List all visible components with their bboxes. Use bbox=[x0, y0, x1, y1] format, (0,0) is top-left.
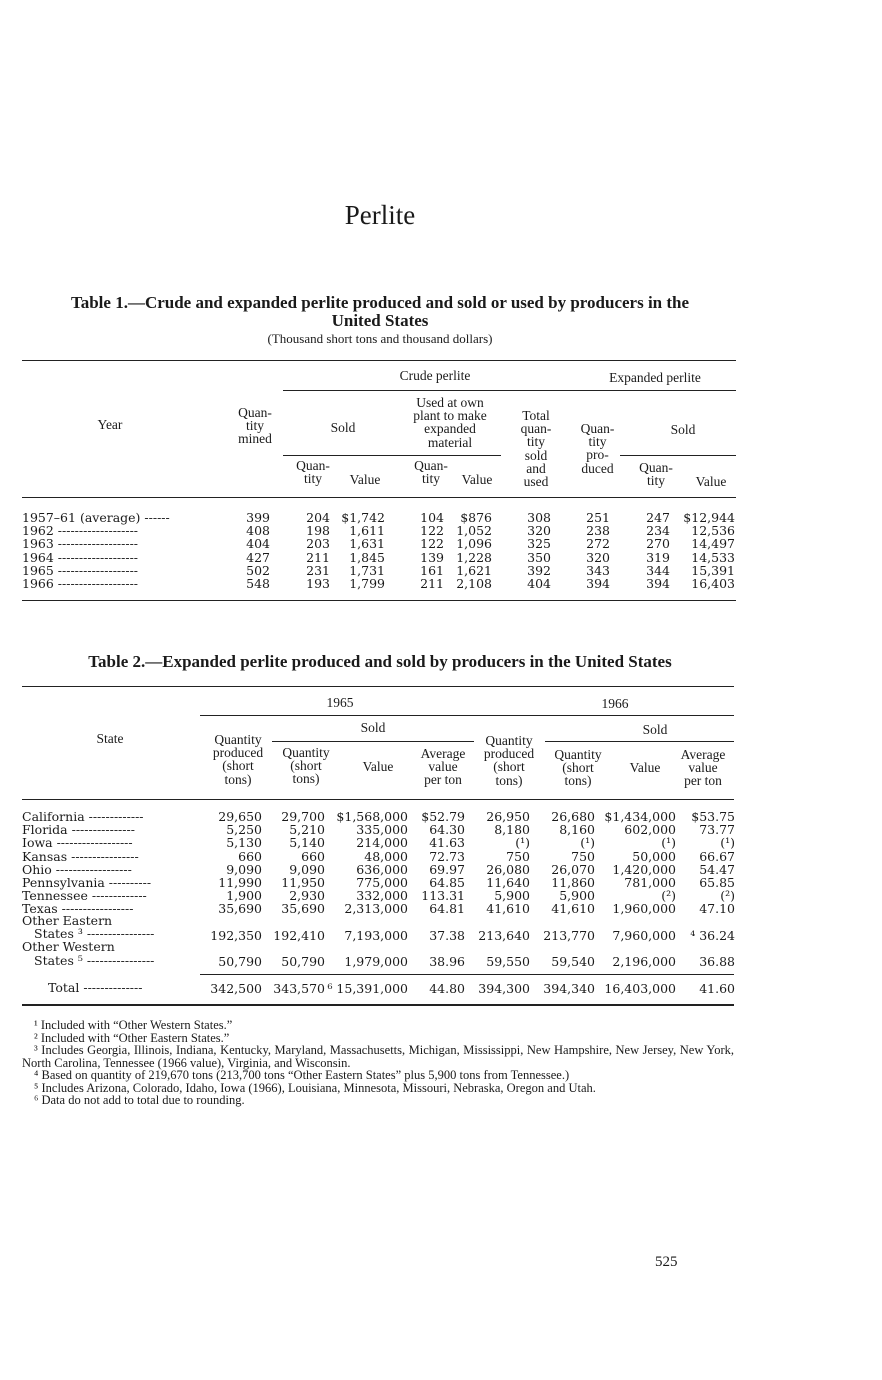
cell-v66-3: 50,000 bbox=[632, 848, 676, 864]
t2-total-a65: 44.80 bbox=[429, 981, 465, 996]
t2-ow-p65: 50,790 bbox=[218, 954, 262, 969]
t1-col-crude-used-qty bbox=[400, 511, 444, 590]
cell-p65-2: 5,130 bbox=[226, 835, 262, 851]
cell-cs_v-0: $1,742 bbox=[341, 510, 385, 525]
t2-ow-p66: 59,550 bbox=[486, 954, 530, 969]
cell-v66-1: 602,000 bbox=[624, 822, 676, 838]
cell-es_v-1: 12,536 bbox=[691, 523, 735, 539]
cell-p66-4: 26,080 bbox=[486, 861, 530, 877]
cell-cs_q-4: 231 bbox=[306, 562, 330, 578]
cell-cu_v-1: 1,052 bbox=[456, 523, 492, 539]
cell-mined-4: 502 bbox=[246, 562, 270, 578]
cell-a66-4: 54.47 bbox=[699, 861, 735, 877]
cell-q65-1: 5,210 bbox=[289, 822, 325, 838]
cell-p65-4: 9,090 bbox=[226, 861, 262, 877]
cell-q65-7: 35,690 bbox=[281, 901, 325, 917]
t1-header-crude-sold-qty: Quan- tity bbox=[296, 458, 330, 487]
footnote-4: ⁴ Based on quantity of 219,670 tons (213,700 tons “Other Eastern States” plus 5,900 tons from Tennessee.) bbox=[34, 1068, 570, 1082]
table2-total-rule bbox=[200, 974, 734, 975]
cell-year-2: 1963 ------------------- bbox=[22, 536, 139, 552]
table1-sub-rule-crude bbox=[283, 455, 501, 456]
cell-total-4: 392 bbox=[527, 562, 551, 578]
cell-total-5: 404 bbox=[527, 576, 551, 592]
cell-cs_v-4: 1,731 bbox=[349, 562, 385, 578]
t1-header-sold: Sold bbox=[330, 420, 356, 435]
cell-year-4: 1965 ------------------- bbox=[22, 562, 139, 578]
cell-cs_q-0: 204 bbox=[306, 510, 330, 525]
table1-sub-rule-expanded bbox=[620, 455, 736, 456]
table1-title-line1: Table 1.—Crude and expanded perlite produced and sold or used by producers in the bbox=[70, 293, 690, 312]
cell-q65-4: 9,090 bbox=[289, 861, 325, 877]
cell-mined-2: 404 bbox=[246, 536, 270, 552]
cell-a66-6: (²) bbox=[720, 888, 735, 904]
t1-header-year: Year bbox=[97, 417, 123, 432]
cell-q65-2: 5,140 bbox=[289, 835, 325, 851]
table2-header-rule bbox=[22, 799, 734, 800]
footnote-5: ⁵ Includes Arizona, Colorado, Idaho, Iowa (1966), Louisiana, Minnesota, Missouri, Nebraska, Oregon and Utah. bbox=[34, 1080, 596, 1095]
cell-v66-2: (¹) bbox=[661, 835, 676, 851]
cell-p66-3: 750 bbox=[506, 848, 530, 864]
t1-col-crude-used-value bbox=[440, 511, 492, 590]
cell-es_q-3: 319 bbox=[646, 549, 670, 565]
t2-col-qty-1965 bbox=[270, 810, 325, 916]
cell-states-5: Pennsylvania ---------- bbox=[22, 875, 152, 891]
t2-other-eastern-label1: Other Eastern bbox=[22, 913, 113, 928]
cell-es_v-0: $12,944 bbox=[683, 510, 735, 525]
cell-mined-0: 399 bbox=[246, 510, 270, 525]
t2-total-q66: 394,340 bbox=[543, 981, 595, 996]
t1-col-year bbox=[22, 511, 170, 590]
cell-mined-1: 408 bbox=[246, 523, 270, 539]
cell-p65-5: 11,990 bbox=[218, 875, 262, 891]
cell-a65-0: $52.79 bbox=[421, 809, 465, 824]
cell-states-0: California ------------- bbox=[22, 809, 144, 824]
t2-ow-q65: 50,790 bbox=[281, 954, 325, 969]
t2-header-qty-produced-1966: Quantity produced (short tons) bbox=[483, 733, 535, 788]
t2-oe-v65: 7,193,000 bbox=[344, 928, 408, 943]
cell-cs_q-2: 203 bbox=[306, 536, 330, 552]
cell-states-7: Texas ----------------- bbox=[22, 901, 134, 917]
cell-year-0: 1957–61 (average) ------ bbox=[22, 510, 170, 525]
table1-title-line2: United States bbox=[331, 311, 429, 330]
table1-top-rule bbox=[22, 360, 736, 361]
t1-header-sold-expanded: Sold bbox=[670, 422, 696, 437]
t2-header-qty-1966: Quantity (short tons) bbox=[554, 747, 602, 789]
cell-q66-5: 11,860 bbox=[551, 875, 595, 891]
t1-header-exp-sold-qty: Quan- tity bbox=[639, 460, 673, 489]
cell-v65-7: 2,313,000 bbox=[344, 901, 408, 917]
cell-v66-6: (²) bbox=[661, 888, 676, 904]
cell-q66-3: 750 bbox=[571, 848, 595, 864]
cell-v65-3: 48,000 bbox=[364, 848, 408, 864]
cell-cu_q-2: 122 bbox=[420, 536, 444, 552]
cell-cs_v-1: 1,611 bbox=[349, 523, 385, 539]
table2-year-rule bbox=[200, 715, 734, 716]
t1-col-crude-sold-qty bbox=[290, 511, 330, 590]
cell-es_v-2: 14,497 bbox=[691, 536, 735, 552]
table2-top-rule bbox=[22, 686, 734, 687]
cell-cu_v-2: 1,096 bbox=[456, 536, 492, 552]
cell-p65-0: 29,650 bbox=[218, 809, 262, 824]
t1-header-crude-used-qty: Quan- tity bbox=[414, 458, 448, 487]
t2-other-western-label1: Other Western bbox=[22, 939, 115, 954]
cell-states-6: Tennessee ------------- bbox=[22, 888, 147, 904]
cell-p66-1: 8,180 bbox=[494, 822, 530, 838]
cell-es_v-5: 16,403 bbox=[691, 576, 735, 592]
cell-v66-5: 781,000 bbox=[624, 875, 676, 891]
cell-q65-5: 11,950 bbox=[281, 875, 325, 891]
cell-a65-4: 69.97 bbox=[429, 861, 465, 877]
cell-total-3: 350 bbox=[527, 549, 551, 565]
t2-ow-a66: 36.88 bbox=[699, 954, 735, 969]
footnotes bbox=[22, 1019, 734, 1107]
t2-header-1966: 1966 bbox=[601, 696, 629, 711]
cell-v66-0: $1,434,000 bbox=[604, 809, 676, 824]
cell-a65-5: 64.85 bbox=[429, 875, 465, 891]
cell-year-3: 1964 ------------------- bbox=[22, 549, 139, 565]
cell-ep-5: 394 bbox=[586, 576, 610, 592]
cell-year-5: 1966 ------------------- bbox=[22, 576, 139, 592]
cell-cs_q-1: 198 bbox=[306, 523, 330, 539]
cell-a66-5: 65.85 bbox=[699, 875, 735, 891]
cell-a66-1: 73.77 bbox=[699, 822, 735, 838]
t2-col-value-1965 bbox=[330, 810, 408, 916]
cell-v65-4: 636,000 bbox=[356, 861, 408, 877]
cell-es_q-1: 234 bbox=[646, 523, 670, 539]
cell-q66-4: 26,070 bbox=[551, 861, 595, 877]
cell-cu_q-4: 161 bbox=[420, 562, 444, 578]
footnote-1: ¹ Included with “Other Western States.” bbox=[34, 1018, 233, 1032]
table2-sold-rule-1965 bbox=[272, 741, 474, 742]
t2-header-avg-1965: Average value per ton bbox=[420, 746, 466, 788]
t2-oe-v66: 7,960,000 bbox=[612, 928, 676, 943]
t1-header-qty-produced: Quan- tity pro- duced bbox=[580, 421, 615, 476]
t2-header-1965: 1965 bbox=[326, 695, 354, 710]
table1-group-rule bbox=[283, 390, 736, 391]
t2-col-produced-1965 bbox=[205, 810, 262, 916]
table2-bottom-rule bbox=[22, 1004, 734, 1006]
t2-total-a66: 41.60 bbox=[699, 981, 735, 996]
cell-q66-2: (¹) bbox=[580, 835, 595, 851]
cell-p66-6: 5,900 bbox=[494, 888, 530, 904]
t2-oe-p66: 213,640 bbox=[478, 928, 530, 943]
cell-cs_v-5: 1,799 bbox=[349, 576, 385, 592]
cell-v66-7: 1,960,000 bbox=[612, 901, 676, 917]
cell-v66-4: 1,420,000 bbox=[612, 861, 676, 877]
cell-v65-5: 775,000 bbox=[356, 875, 408, 891]
cell-total-1: 320 bbox=[527, 523, 551, 539]
cell-q65-0: 29,700 bbox=[281, 809, 325, 824]
cell-cu_q-5: 211 bbox=[420, 576, 444, 592]
cell-v65-1: 335,000 bbox=[356, 822, 408, 838]
cell-mined-5: 548 bbox=[246, 576, 270, 592]
t2-col-state bbox=[22, 810, 151, 916]
cell-states-1: Florida --------------- bbox=[22, 822, 135, 838]
cell-cu_v-4: 1,621 bbox=[456, 562, 492, 578]
t2-total-label: Total -------------- bbox=[48, 980, 143, 995]
t1-col-total bbox=[505, 511, 551, 590]
t2-header-sold-1965: Sold bbox=[360, 720, 386, 735]
cell-year-1: 1962 ------------------- bbox=[22, 523, 139, 539]
t1-col-exp-sold-qty bbox=[625, 511, 670, 590]
cell-p65-6: 1,900 bbox=[226, 888, 262, 904]
t2-total-p66: 394,300 bbox=[478, 981, 530, 996]
cell-q66-0: 26,680 bbox=[551, 809, 595, 824]
t2-col-avg-1965 bbox=[410, 810, 465, 916]
t2-ow-v65: 1,979,000 bbox=[344, 954, 408, 969]
cell-cu_q-1: 122 bbox=[420, 523, 444, 539]
cell-es_v-4: 15,391 bbox=[691, 562, 735, 578]
cell-mined-3: 427 bbox=[246, 549, 270, 565]
cell-a65-2: 41.63 bbox=[429, 835, 465, 851]
t1-header-expanded: Expanded perlite bbox=[609, 370, 701, 385]
cell-states-3: Kansas ---------------- bbox=[22, 848, 139, 864]
cell-q65-6: 2,930 bbox=[289, 888, 325, 904]
t1-header-crude-sold-value: Value bbox=[349, 472, 381, 487]
cell-es_q-0: 247 bbox=[646, 510, 670, 525]
t2-header-sold-1966: Sold bbox=[642, 722, 668, 737]
t2-other-eastern-label2: States ³ ---------------- bbox=[34, 926, 155, 941]
cell-states-2: Iowa ------------------ bbox=[22, 835, 133, 851]
t2-oe-a66: ⁴ 36.24 bbox=[690, 928, 735, 943]
cell-cs_v-2: 1,631 bbox=[349, 536, 385, 552]
cell-cs_q-5: 193 bbox=[306, 576, 330, 592]
t1-col-exp-produced bbox=[565, 511, 610, 590]
t2-other-western-label2: States ⁵ ---------------- bbox=[34, 953, 155, 968]
cell-ep-0: 251 bbox=[586, 510, 610, 525]
cell-v65-6: 332,000 bbox=[356, 888, 408, 904]
t2-total-p65: 342,500 bbox=[210, 981, 262, 996]
cell-es_q-5: 394 bbox=[646, 576, 670, 592]
cell-p66-2: (¹) bbox=[515, 835, 530, 851]
t1-header-qty-mined: Quan- tity mined bbox=[238, 405, 272, 447]
t1-col-exp-sold-value bbox=[670, 511, 735, 590]
cell-ep-2: 272 bbox=[586, 536, 610, 552]
cell-cu_v-0: $876 bbox=[460, 510, 492, 525]
table2-title: Table 2.—Expanded perlite produced and sold by producers in the United States bbox=[88, 652, 672, 671]
t2-oe-q65: 192,410 bbox=[273, 928, 325, 943]
cell-q66-6: 5,900 bbox=[559, 888, 595, 904]
t2-total-v66: 16,403,000 bbox=[604, 981, 676, 996]
page-number: 525 bbox=[655, 1254, 678, 1270]
cell-p65-7: 35,690 bbox=[218, 901, 262, 917]
cell-q66-7: 41,610 bbox=[551, 901, 595, 917]
table1-subtitle: (Thousand short tons and thousand dollars) bbox=[267, 331, 493, 346]
cell-states-4: Ohio ------------------ bbox=[22, 861, 132, 877]
t2-col-value-1966 bbox=[598, 810, 676, 916]
t2-header-qty-produced-1965: Quantity produced (short tons) bbox=[212, 732, 264, 787]
table1-bottom-rule bbox=[22, 600, 736, 601]
t1-header-crude: Crude perlite bbox=[399, 368, 471, 383]
cell-v65-2: 214,000 bbox=[356, 835, 408, 851]
cell-a66-7: 47.10 bbox=[699, 901, 735, 917]
footnote-6: ⁶ Data do not add to total due to rounding. bbox=[34, 1093, 245, 1107]
t2-total-q65: 343,570 bbox=[273, 981, 325, 996]
t1-header-used: Used at own plant to make expanded material bbox=[413, 395, 487, 450]
cell-es_v-3: 14,533 bbox=[691, 549, 735, 565]
cell-cu_q-0: 104 bbox=[420, 510, 444, 525]
cell-cs_q-3: 211 bbox=[306, 549, 330, 565]
t1-header-crude-used-value: Value bbox=[461, 472, 493, 487]
cell-ep-1: 238 bbox=[586, 523, 610, 539]
cell-es_q-4: 344 bbox=[646, 562, 670, 578]
t2-oe-q66: 213,770 bbox=[543, 928, 595, 943]
t2-total-v65: ⁶ 15,391,000 bbox=[327, 981, 408, 996]
cell-a66-2: (¹) bbox=[720, 835, 735, 851]
cell-a66-0: $53.75 bbox=[691, 809, 735, 824]
cell-p66-0: 26,950 bbox=[486, 809, 530, 824]
table2-sold-rule-1966 bbox=[545, 741, 734, 742]
t1-col-mined bbox=[225, 511, 270, 590]
t2-header-value-1966: Value bbox=[629, 760, 661, 775]
t2-oe-p65: 192,350 bbox=[210, 928, 262, 943]
t2-ow-a65: 38.96 bbox=[429, 954, 465, 969]
cell-a65-3: 72.73 bbox=[429, 848, 465, 864]
page-title: Perlite bbox=[344, 200, 416, 230]
t2-col-avg-1966 bbox=[680, 810, 735, 916]
cell-a65-6: 113.31 bbox=[421, 888, 465, 904]
cell-p65-3: 660 bbox=[238, 848, 262, 864]
t2-col-qty-1966 bbox=[540, 810, 595, 916]
t2-header-qty-1965: Quantity (short tons) bbox=[282, 745, 330, 787]
t2-header-avg-1966: Average value per ton bbox=[680, 747, 726, 789]
cell-p66-7: 41,610 bbox=[486, 901, 530, 917]
cell-a66-3: 66.67 bbox=[699, 848, 735, 864]
cell-p65-1: 5,250 bbox=[226, 822, 262, 838]
cell-v65-0: $1,568,000 bbox=[336, 809, 408, 824]
t2-header-state: State bbox=[96, 731, 124, 746]
cell-total-2: 325 bbox=[527, 536, 551, 552]
footnote-3: ³ Includes Georgia, Illinois, Indiana, Kentucky, Maryland, Massachusetts, Michigan, Mississippi, New Hampshire, New Jersey, New York, North Carolina, Tennessee (1966 value), Virginia, and Wisconsin. bbox=[22, 1043, 734, 1070]
footnote-2: ² Included with “Other Eastern States.” bbox=[34, 1030, 230, 1045]
cell-cu_v-3: 1,228 bbox=[456, 549, 492, 565]
cell-ep-4: 343 bbox=[586, 562, 610, 578]
cell-q66-1: 8,160 bbox=[559, 822, 595, 838]
cell-q65-3: 660 bbox=[301, 848, 325, 864]
t2-ow-v66: 2,196,000 bbox=[612, 954, 676, 969]
t2-oe-a65: 37.38 bbox=[429, 928, 465, 943]
t1-col-crude-sold-value bbox=[330, 511, 385, 590]
cell-cu_q-3: 139 bbox=[420, 549, 444, 565]
cell-ep-3: 320 bbox=[586, 549, 610, 565]
cell-total-0: 308 bbox=[527, 510, 551, 525]
table1-header-rule bbox=[22, 497, 736, 498]
t2-header-value-1965: Value bbox=[362, 759, 394, 774]
t1-header-exp-sold-value: Value bbox=[695, 474, 727, 489]
t2-ow-q66: 59,540 bbox=[551, 954, 595, 969]
cell-a65-7: 64.81 bbox=[429, 901, 465, 917]
cell-es_q-2: 270 bbox=[646, 536, 670, 552]
cell-p66-5: 11,640 bbox=[486, 875, 530, 891]
cell-cs_v-3: 1,845 bbox=[349, 549, 385, 565]
cell-cu_v-5: 2,108 bbox=[456, 576, 492, 592]
cell-a65-1: 64.30 bbox=[429, 822, 465, 838]
t1-header-total: Total quan- tity sold and used bbox=[520, 408, 552, 489]
t2-col-produced-1966 bbox=[475, 810, 530, 916]
